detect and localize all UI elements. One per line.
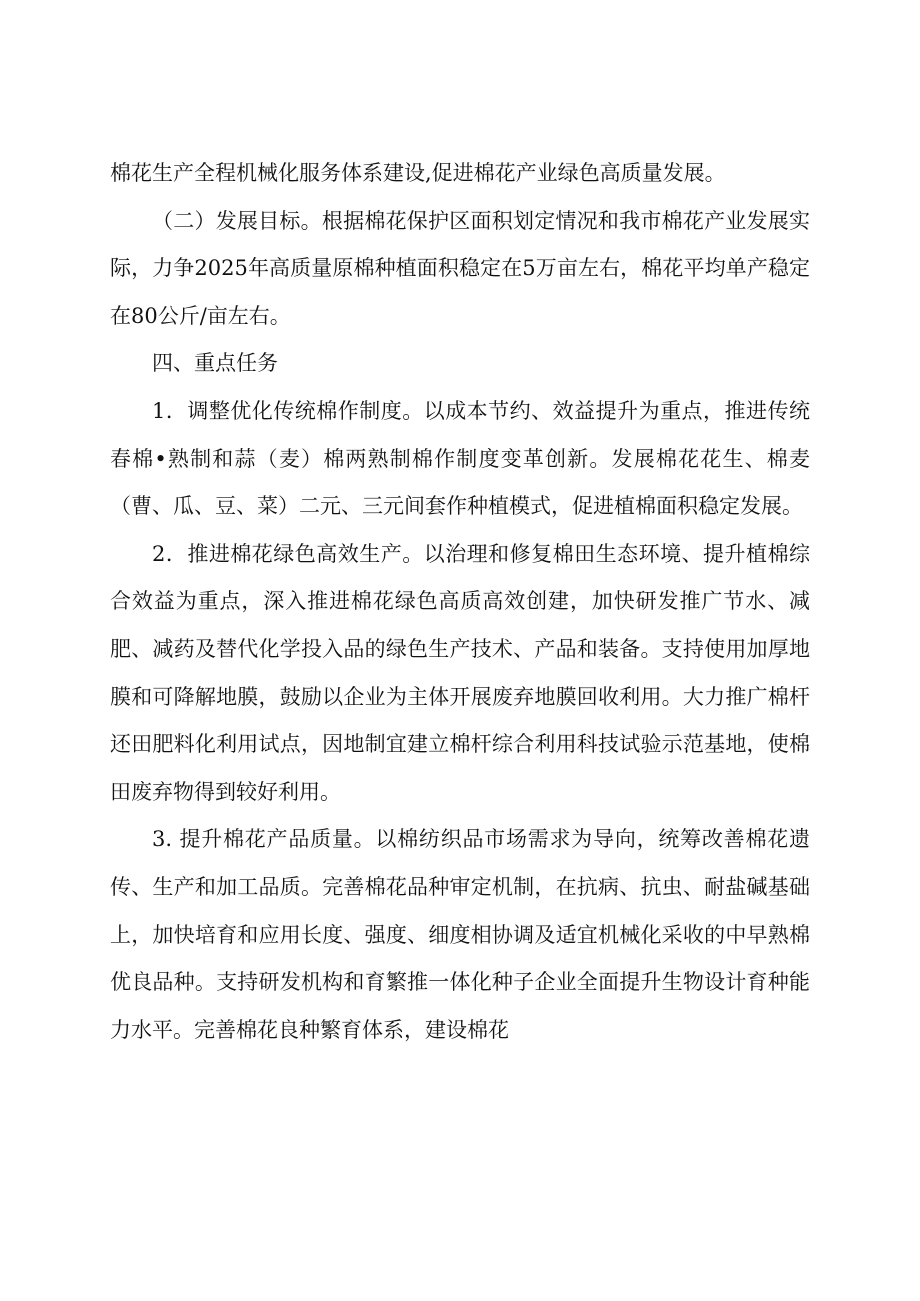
paragraph-development-goals: （二）发展目标。根据棉花保护区面积划定情况和我市棉花产业发展实际，力争2025年高质量原棉种植面积稳定在5万亩左右，棉花平均单产稳定在80公斤/亩左右。 [110, 208, 810, 328]
paragraph-task-2: 2．推进棉花绿色高效生产。以治理和修复棉田生态环境、提升植棉综合效益为重点，深入推进棉花绿色高质高效创建，加快研发推广节水、减肥、减药及替代化学投入品的绿色生产技术、产品和装备。支持使用加厚地膜和可降解地膜，鼓励以企业为主体开展废弃地膜回收利用。大力推广棉杆还田肥料化利用试点，因地制宜建立棉杆综合利用科技试验示范基地，使棉田废弃物得到较好利用。 [110, 541, 810, 804]
document-body [110, 150, 810, 1054]
paragraph-task-1: 1．调整优化传统棉作制度。以成本节约、效益提升为重点，推进传统春棉•熟制和蒜（麦）棉两熟制棉作制度变革创新。发展棉花花生、棉麦（曹、瓜、豆、菜）二元、三元间套作种植模式，促进植棉面积稳定发展。 [110, 398, 810, 519]
section-heading-key-tasks: 四、重点任务 [152, 351, 278, 376]
paragraph-continuation: 棉花生产全程机械化服务体系建设,促进棉花产业绿色高质量发展。 [110, 161, 726, 185]
paragraph-task-3: 3. 提升棉花产品质量。以棉纺织品市场需求为导向，统筹改善棉花遗传、生产和加工品质。完善棉花品种审定机制，在抗病、抗虫、耐盐碱基础上，加快培育和应用长度、强度、细度相协调及适宜机械化采收的中早熟棉优良品种。支持研发机构和育繁推一体化种子企业全面提升生物设计育种能力水平。完善棉花良种繁育体系，建设棉花 [110, 827, 810, 1042]
